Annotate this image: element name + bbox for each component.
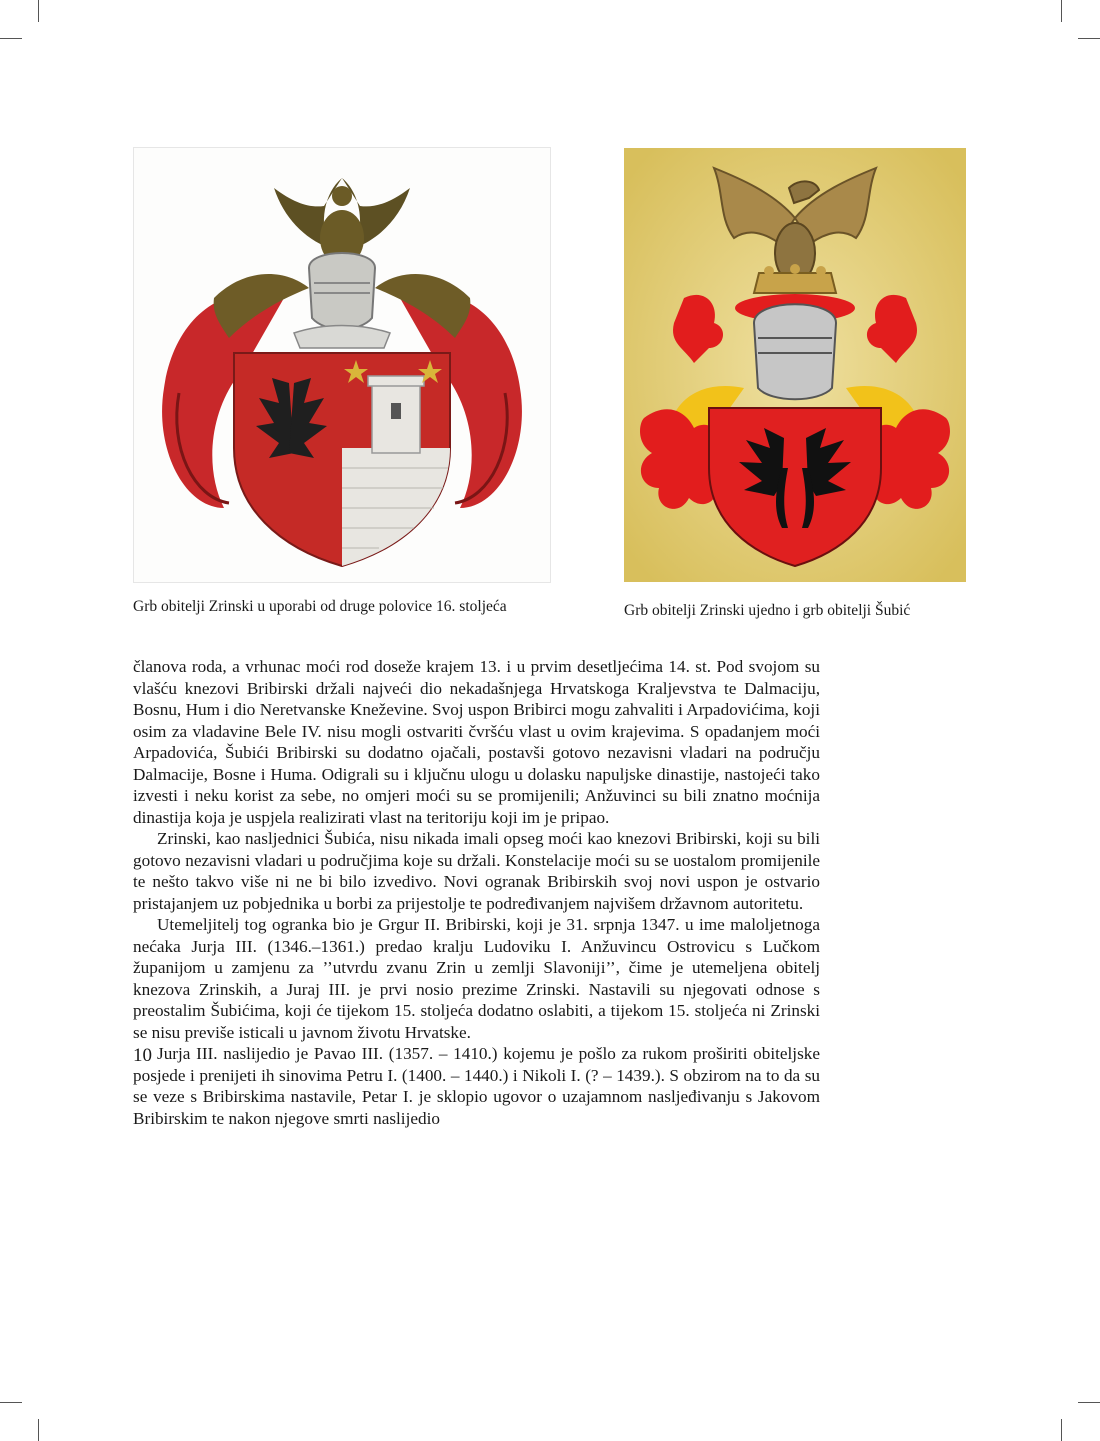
coat-of-arms-illustration-icon	[624, 148, 966, 582]
figure-caption-right: Grb obitelji Zrinski ujedno i grb obitelji Šubić	[624, 602, 911, 619]
paragraph: Zrinski, kao nasljednici Šubića, nisu nikada imali opseg moći kao knezovi Bribirski, koji su bili gotovo nezavisni vladari u područjima koje su držali. Konstelacije moći su se uostalom promijenile te nešto takvo više ni ne bi bilo izvedivo. Novi ogranak Bribirskih svoj novi uspon je ostvario pristajanjem uz pobjednika u borbi za prijestolje te podređivanjem najvišem državnom autoritetu.	[133, 829, 820, 913]
crop-mark-bottom-left-v	[38, 1419, 39, 1441]
paragraph: članova roda, a vrhunac moći rod doseže krajem 13. i u prvim desetljećima 14. st. Pod svojom su vlašću knezovi Bribirski držali najveći dio nekadašnjega Hrvatskoga Kraljevstva te Dalmaciju, Bosnu, Hum i dio Neretvanske Kneževine. Svoj uspon Bribirci mogu zahvaliti i Arpadovićima, koji osim za vladavine Bele IV. nisu mogli ostvariti čvršću vlast u ovim krajevima. S opadanjem moći Arpadovića, Šubići Bribirski su dodatno ojačali, postavši gotovo nezavisni vladari na području Dalmacije, Bosne i Huma. Odigrali su i ključnu ulogu u dolasku napuljske dinastije, nastojeći tako izvesti i neku korist za sebe, no omjeri moći su se promijenili; Anžuvinci su bili znatno moćnija dinastija koja je uspjela realizirati vlast na teritoriju koji im je pripao.	[133, 657, 820, 827]
page-number: 10	[133, 1045, 152, 1066]
crop-mark-top-right	[1078, 38, 1100, 39]
crop-mark-bottom-right	[1078, 1402, 1100, 1403]
crop-mark-bottom-right-v	[1061, 1419, 1062, 1441]
crop-mark-bottom-left	[0, 1402, 22, 1403]
figure-caption-left: Grb obitelji Zrinski u uporabi od druge polovice 16. stoljeća	[133, 598, 507, 615]
crop-mark-top-right-v	[1061, 0, 1062, 22]
crop-mark-top-left	[0, 38, 22, 39]
coat-of-arms-painting-icon	[134, 148, 550, 582]
body-text	[133, 656, 820, 1129]
paragraph: Jurja III. naslijedio je Pavao III. (1357. – 1410.) kojemu je pošlo za rukom proširiti obiteljske posjede i prenijeti ih sinovima Petru I. (1400. – 1440.) i Nikoli I. (? – 1439.). S obzirom na to da su se veze s Bribirskima nastavile, Petar I. je sklopio ugovor o uzajamnom nasljeđivanju s Jakovom Bribirskim te nakon njegove smrti naslijedio	[133, 1044, 820, 1128]
figure-coat-of-arms-painting	[133, 147, 551, 583]
figure-coat-of-arms-illustration	[624, 148, 966, 582]
paragraph: Utemeljitelj tog ogranka bio je Grgur II. Bribirski, koji je 31. srpnja 1347. u ime maloljetnoga nećaka Jurja III. (1346.–1361.) predao kralju Ludoviku I. Anžuvincu Ostrovicu s Lučkom županijom u zamjenu za ’’utvrdu zvanu Zrin u zemlji Slavoniji’’, čime je utemeljena obitelj knezova Zrinskih, a Juraj III. je prvi nosio prezime Zrinski. Nastavili su njegovati odnose s preostalim Šubićima, koji će tijekom 15. stoljeća dodatno oslabiti, a tijekom 15. stoljeća ni Zrinski se nisu previše isticali u javnom životu Hrvatske.	[133, 915, 820, 1042]
crop-mark-top-left-v	[38, 0, 39, 22]
